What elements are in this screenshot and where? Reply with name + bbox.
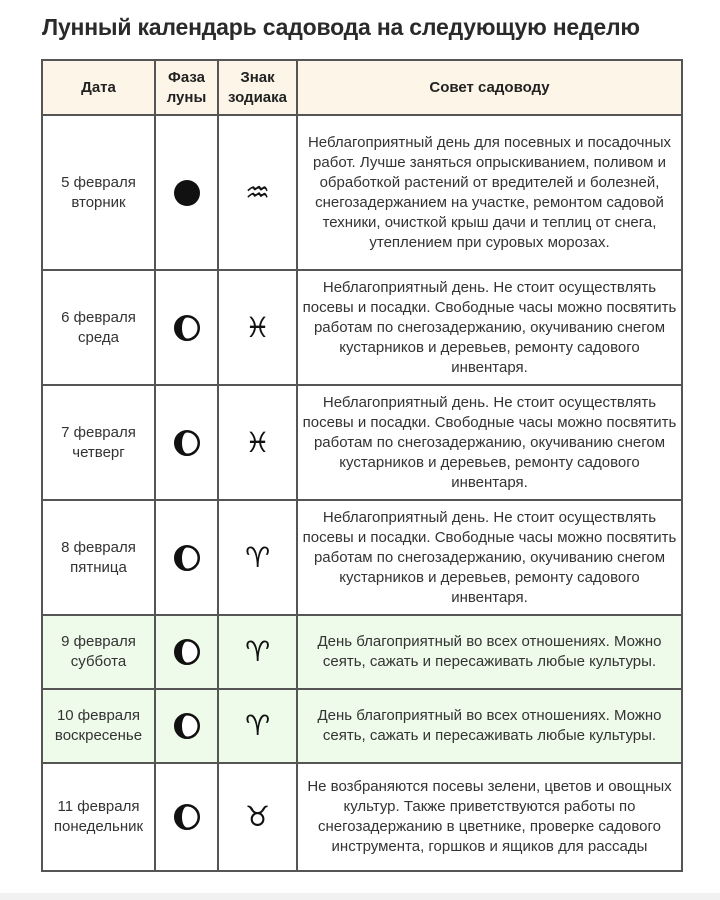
advice-cell: Неблагоприятный день. Не стоит осуществлять посевы и посадки. Свободные часы можно посвятить работам по снегозадержанию, окучиванию снегом кустарников и деревьев, ремонту садового инвентаря. [297,500,682,615]
table-row [42,763,682,871]
zodiac-cell [218,763,297,871]
weekday-label: четверг [72,443,125,461]
advice-cell: Не возбраняются посевы зелени, цветов и овощных культур. Также приветствуются работы по снегозадержанию в цветнике, проверке садового инструмента, горшков и ящиков для рассады [297,763,682,871]
bottom-divider [0,893,720,900]
advice-cell: Неблагоприятный день. Не стоит осуществлять посевы и посадки. Свободные часы можно посвятить работам по снегозадержанию, окучиванию снегом кустарников и деревьев, ремонту садового инвентаря. [297,270,682,385]
moon-phase-cell [155,115,218,270]
date-label: 7 февраля [61,423,136,441]
date-cell [42,500,155,615]
advice-cell: День благоприятный во всех отношениях. Можно сеять, сажать и пересаживать любые культуры. [297,615,682,689]
zodiac-cell [218,270,297,385]
date-cell [42,763,155,871]
moon-phase-cell [155,615,218,689]
weekday-label: понедельник [53,818,144,835]
lunar-calendar-table [41,59,683,872]
aquarius-icon: ♒ [244,175,271,209]
moon-phase-cell [155,500,218,615]
page-title: Лунный календарь садовода на следующую неделю [42,14,640,40]
weekday-label: суббота [70,653,127,670]
zodiac-cell [218,115,297,270]
table-row [42,385,682,500]
waxing-crescent-icon [173,544,201,572]
zodiac-cell [218,500,297,615]
date-cell [42,115,155,270]
waxing-crescent-icon [173,314,201,342]
new-moon-icon [173,179,201,207]
moon-phase-cell [155,270,218,385]
header-zodiac: Знак зодиака [218,60,297,115]
table-row [42,615,682,689]
date-label: 8 февраля [61,538,136,556]
date-cell [42,270,155,385]
aries-icon: ♈ [244,635,271,668]
table-header-row [42,60,682,115]
waxing-crescent-icon [173,712,201,740]
weekday-label: среда [78,328,119,346]
aries-icon: ♈ [244,540,271,574]
date-cell [42,615,155,689]
advice-cell: Неблагоприятный день. Не стоит осуществлять посевы и посадки. Свободные часы можно посвятить работам по снегозадержанию, окучиванию снегом кустарников и деревьев, ремонту садового инвентаря. [297,385,682,500]
header-moon-phase: Фаза луны [155,60,218,115]
pisces-icon: ♓ [244,310,271,344]
advice-cell: Неблагоприятный день для посевных и посадочных работ. Лучше заняться опрыскиванием, поливом и обработкой растений от вредителей и болезней, снегозадержанием на участке, ремонтом садовой техники, очисткой крыш дачи и теплиц от снега, утеплением при суровых морозах. [297,115,682,270]
date-label: 6 февраля [61,308,136,326]
advice-cell: День благоприятный во всех отношениях. Можно сеять, сажать и пересаживать любые культуры. [297,689,682,763]
weekday-label: вторник [71,193,126,211]
date-label: 11 февраля [57,798,140,815]
date-cell [42,689,155,763]
waxing-crescent-icon [173,429,201,457]
moon-phase-cell [155,689,218,763]
zodiac-cell [218,689,297,763]
date-label: 5 февраля [61,173,136,191]
zodiac-cell [218,385,297,500]
waxing-crescent-icon [173,803,201,831]
moon-phase-cell [155,385,218,500]
waxing-crescent-icon [173,638,201,666]
date-label: 9 февраля [61,633,136,650]
header-date: Дата [42,60,155,115]
pisces-icon: ♓ [244,425,271,459]
table-row [42,270,682,385]
date-label: 10 февраля [56,707,141,724]
table-body [42,115,682,871]
weekday-label: пятница [70,558,127,576]
moon-phase-cell [155,763,218,871]
weekday-label: воскресенье [54,727,143,744]
zodiac-cell [218,615,297,689]
table-row [42,689,682,763]
taurus-icon: ♉ [244,800,271,833]
header-advice: Совет садоводу [297,60,682,115]
date-cell [42,385,155,500]
table-row [42,500,682,615]
table-row [42,115,682,270]
aries-icon: ♈ [244,709,271,742]
